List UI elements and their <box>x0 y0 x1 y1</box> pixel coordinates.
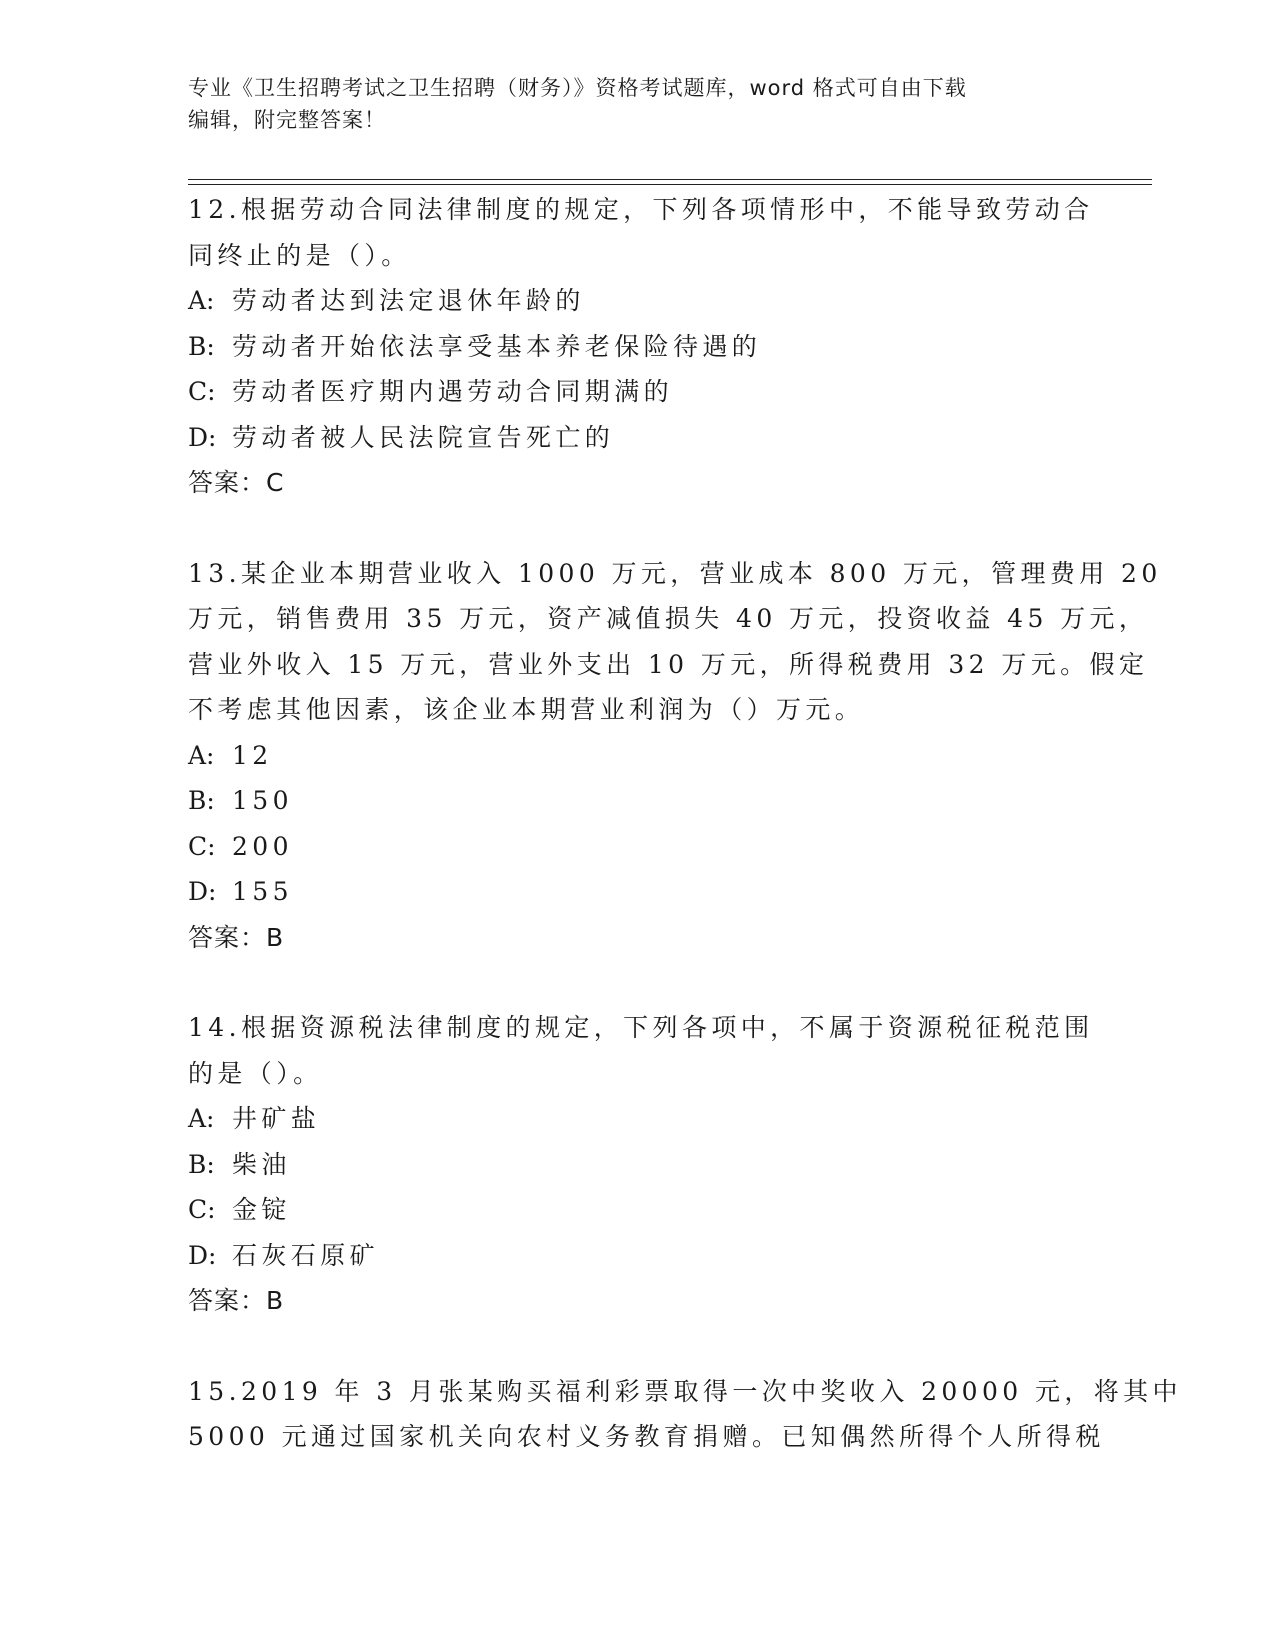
option-letter: B: <box>188 331 215 361</box>
option-b <box>188 778 1088 824</box>
header-rule-bottom <box>188 184 1152 185</box>
option-letter: A: <box>188 740 215 770</box>
option-a <box>188 1096 1088 1142</box>
option-letter: A: <box>188 1104 215 1133</box>
question-text-line: 万元，销售费用 35 万元，资产减值损失 40 万元，投资收益 45 万元， <box>188 604 1149 633</box>
question-text-line: 12.根据劳动合同法律制度的规定，下列各项情形中，不能导致劳动合 <box>188 195 1094 224</box>
option-letter: D: <box>188 1240 217 1270</box>
option-text: 150 <box>232 786 293 815</box>
option-letter: B: <box>188 786 215 815</box>
option-c <box>188 1187 1088 1233</box>
option-b <box>188 1142 1088 1188</box>
option-text: 劳动者达到法定退休年龄的 <box>232 286 585 315</box>
option-letter: D: <box>188 877 217 906</box>
option-a <box>188 733 1088 779</box>
option-letter: B: <box>188 1149 215 1179</box>
answer: 答案：B <box>188 1286 285 1315</box>
question-text-line: 15.2019 年 3 月张某购买福利彩票取得一次中奖收入 20000 元，将其中 <box>188 1376 1182 1406</box>
option-letter: C: <box>188 831 216 861</box>
question-14 <box>188 1005 1094 1324</box>
option-letter: C: <box>188 377 216 406</box>
question-13 <box>188 551 1162 961</box>
question-text-line: 5000 元通过国家机关向农村义务教育捐赠。已知偶然所得个人所得税 <box>188 1422 1105 1451</box>
question-list <box>188 187 1182 1505</box>
header-line-2: 编辑，附完整答案！ <box>188 108 386 132</box>
question-text-line: 同终止的是（）。 <box>188 240 411 270</box>
option-c <box>188 824 1088 870</box>
option-text: 柴油 <box>232 1149 291 1179</box>
question-text-line: 营业外收入 15 万元，营业外支出 10 万元，所得税费用 32 万元。假定 <box>188 649 1149 679</box>
option-d <box>188 1233 1088 1279</box>
option-b <box>188 324 1088 370</box>
option-text: 12 <box>232 740 273 770</box>
option-letter: A: <box>188 286 215 315</box>
question-15 <box>188 1369 1182 1460</box>
option-letter: C: <box>188 1195 216 1224</box>
option-letter: D: <box>188 422 217 452</box>
question-text-line: 的是（）。 <box>188 1058 323 1088</box>
header-line-1: 专业《卫生招聘考试之卫生招聘（财务）》资格考试题库，word 格式可自由下载 <box>188 76 967 100</box>
answer: 答案：B <box>188 922 285 952</box>
option-text: 劳动者被人民法院宣告死亡的 <box>232 422 615 452</box>
option-text: 200 <box>232 831 293 861</box>
option-text: 金锭 <box>232 1195 291 1224</box>
option-d <box>188 415 1088 461</box>
question-12 <box>188 187 1094 506</box>
question-text-line: 不考虑其他因素，该企业本期营业利润为（）万元。 <box>188 695 865 724</box>
option-text: 劳动者医疗期内遇劳动合同期满的 <box>232 377 674 406</box>
option-a <box>188 278 1088 324</box>
document-header <box>188 72 1068 136</box>
answer: 答案：C <box>188 468 285 497</box>
option-text: 劳动者开始依法享受基本养老保险待遇的 <box>232 331 762 361</box>
option-text: 井矿盐 <box>232 1104 321 1133</box>
option-text: 石灰石原矿 <box>232 1240 380 1270</box>
option-d <box>188 869 1088 915</box>
question-text-line: 13.某企业本期营业收入 1000 万元，营业成本 800 万元，管理费用 20 <box>188 558 1162 588</box>
question-text-line: 14.根据资源税法律制度的规定，下列各项中，不属于资源税征税范围 <box>188 1013 1094 1042</box>
header-rule-top <box>188 179 1152 180</box>
option-c <box>188 369 1088 415</box>
option-text: 155 <box>232 877 293 906</box>
